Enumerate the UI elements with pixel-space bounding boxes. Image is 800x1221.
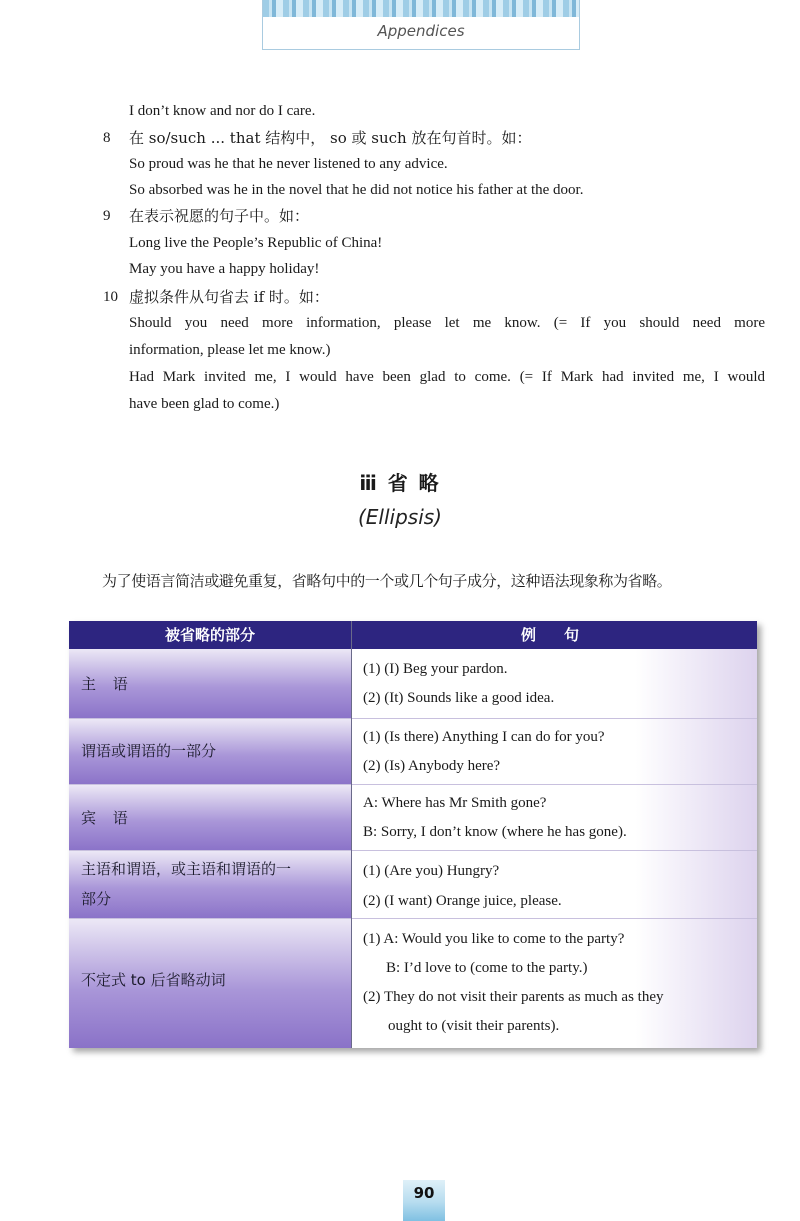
row-example: (1) (Is there) Anything I can do for you? [363, 729, 605, 745]
row-example: (2) (It) Sounds like a good idea. [363, 690, 555, 706]
example-sentence: Should you need more information, please let me know. (= If you should need more [129, 315, 765, 331]
header-decorative-strip [263, 0, 579, 17]
row-example: (1) (I) Beg your pardon. [363, 661, 508, 677]
item-heading: 虚拟条件从句省去 if 时。如： [129, 288, 329, 306]
row-example: (1) A: Would you like to come to the party? [363, 931, 625, 947]
ellipsis-table [69, 621, 757, 1048]
section-subtitle: (Ellipsis) [357, 505, 442, 529]
row-example: B: I’d love to (come to the party.) [386, 960, 588, 976]
body-line: I don’t know and nor do I care. [129, 103, 316, 119]
table-header-cell: 例句 [520, 626, 607, 644]
row-label: 主语和谓语，或主语和谓语的一 [81, 860, 292, 878]
section-intro: 为了使语言简洁或避免重复，省略句中的一个或几个句子成分，这种语法现象称为省略。 [102, 572, 672, 590]
example-sentence: have been glad to come.) [129, 396, 280, 412]
header-tab [262, 0, 580, 50]
table-row [69, 919, 757, 1048]
table-row [69, 785, 757, 851]
row-label: 谓语或谓语的一部分 [81, 742, 217, 760]
column-divider [351, 621, 352, 1048]
row-example: ought to (visit their parents). [388, 1018, 560, 1034]
row-example: A: Where has Mr Smith gone? [363, 795, 547, 811]
table-header [69, 621, 757, 649]
row-label: 主 语 [81, 675, 134, 693]
row-example: (2) (Is) Anybody here? [363, 758, 501, 774]
row-example: B: Sorry, I don’t know (where he has gone). [363, 824, 627, 840]
item-heading: 在表示祝愿的句子中。如： [129, 207, 310, 225]
example-sentence: So absorbed was he in the novel that he did not notice his father at the door. [129, 182, 584, 198]
item-number: 8 [103, 130, 111, 146]
item-heading: 在 so/such ... that 结构中， so 或 such 放在句首时。如： [129, 129, 532, 147]
page-number: 90 [413, 1184, 435, 1202]
example-sentence: Had Mark invited me, I would have been glad to come. (= If Mark had invited me, I would [129, 369, 765, 385]
row-example: (2) They do not visit their parents as much as they [363, 989, 664, 1005]
example-sentence: Long live the People’s Republic of China! [129, 235, 383, 251]
item-number: 10 [103, 289, 118, 305]
row-label: 不定式 to 后省略动词 [81, 971, 226, 989]
example-sentence: So proud was he that he never listened to any advice. [129, 156, 448, 172]
row-label: 宾 语 [81, 809, 134, 827]
item-number: 9 [103, 208, 111, 224]
table-row [69, 649, 757, 719]
section-title: ⅲ 省 略 [359, 471, 441, 495]
header-label: Appendices [377, 22, 465, 40]
table-row [69, 719, 757, 785]
row-example: (2) (I want) Orange juice, please. [363, 893, 562, 909]
example-sentence: information, please let me know.) [129, 342, 331, 358]
page-number-box [403, 1180, 445, 1221]
row-example: (1) (Are you) Hungry? [363, 863, 500, 879]
row-label: 部分 [81, 890, 112, 908]
table-row [69, 851, 757, 919]
example-sentence: May you have a happy holiday! [129, 261, 320, 277]
table-header-cell: 被省略的部分 [164, 626, 255, 644]
